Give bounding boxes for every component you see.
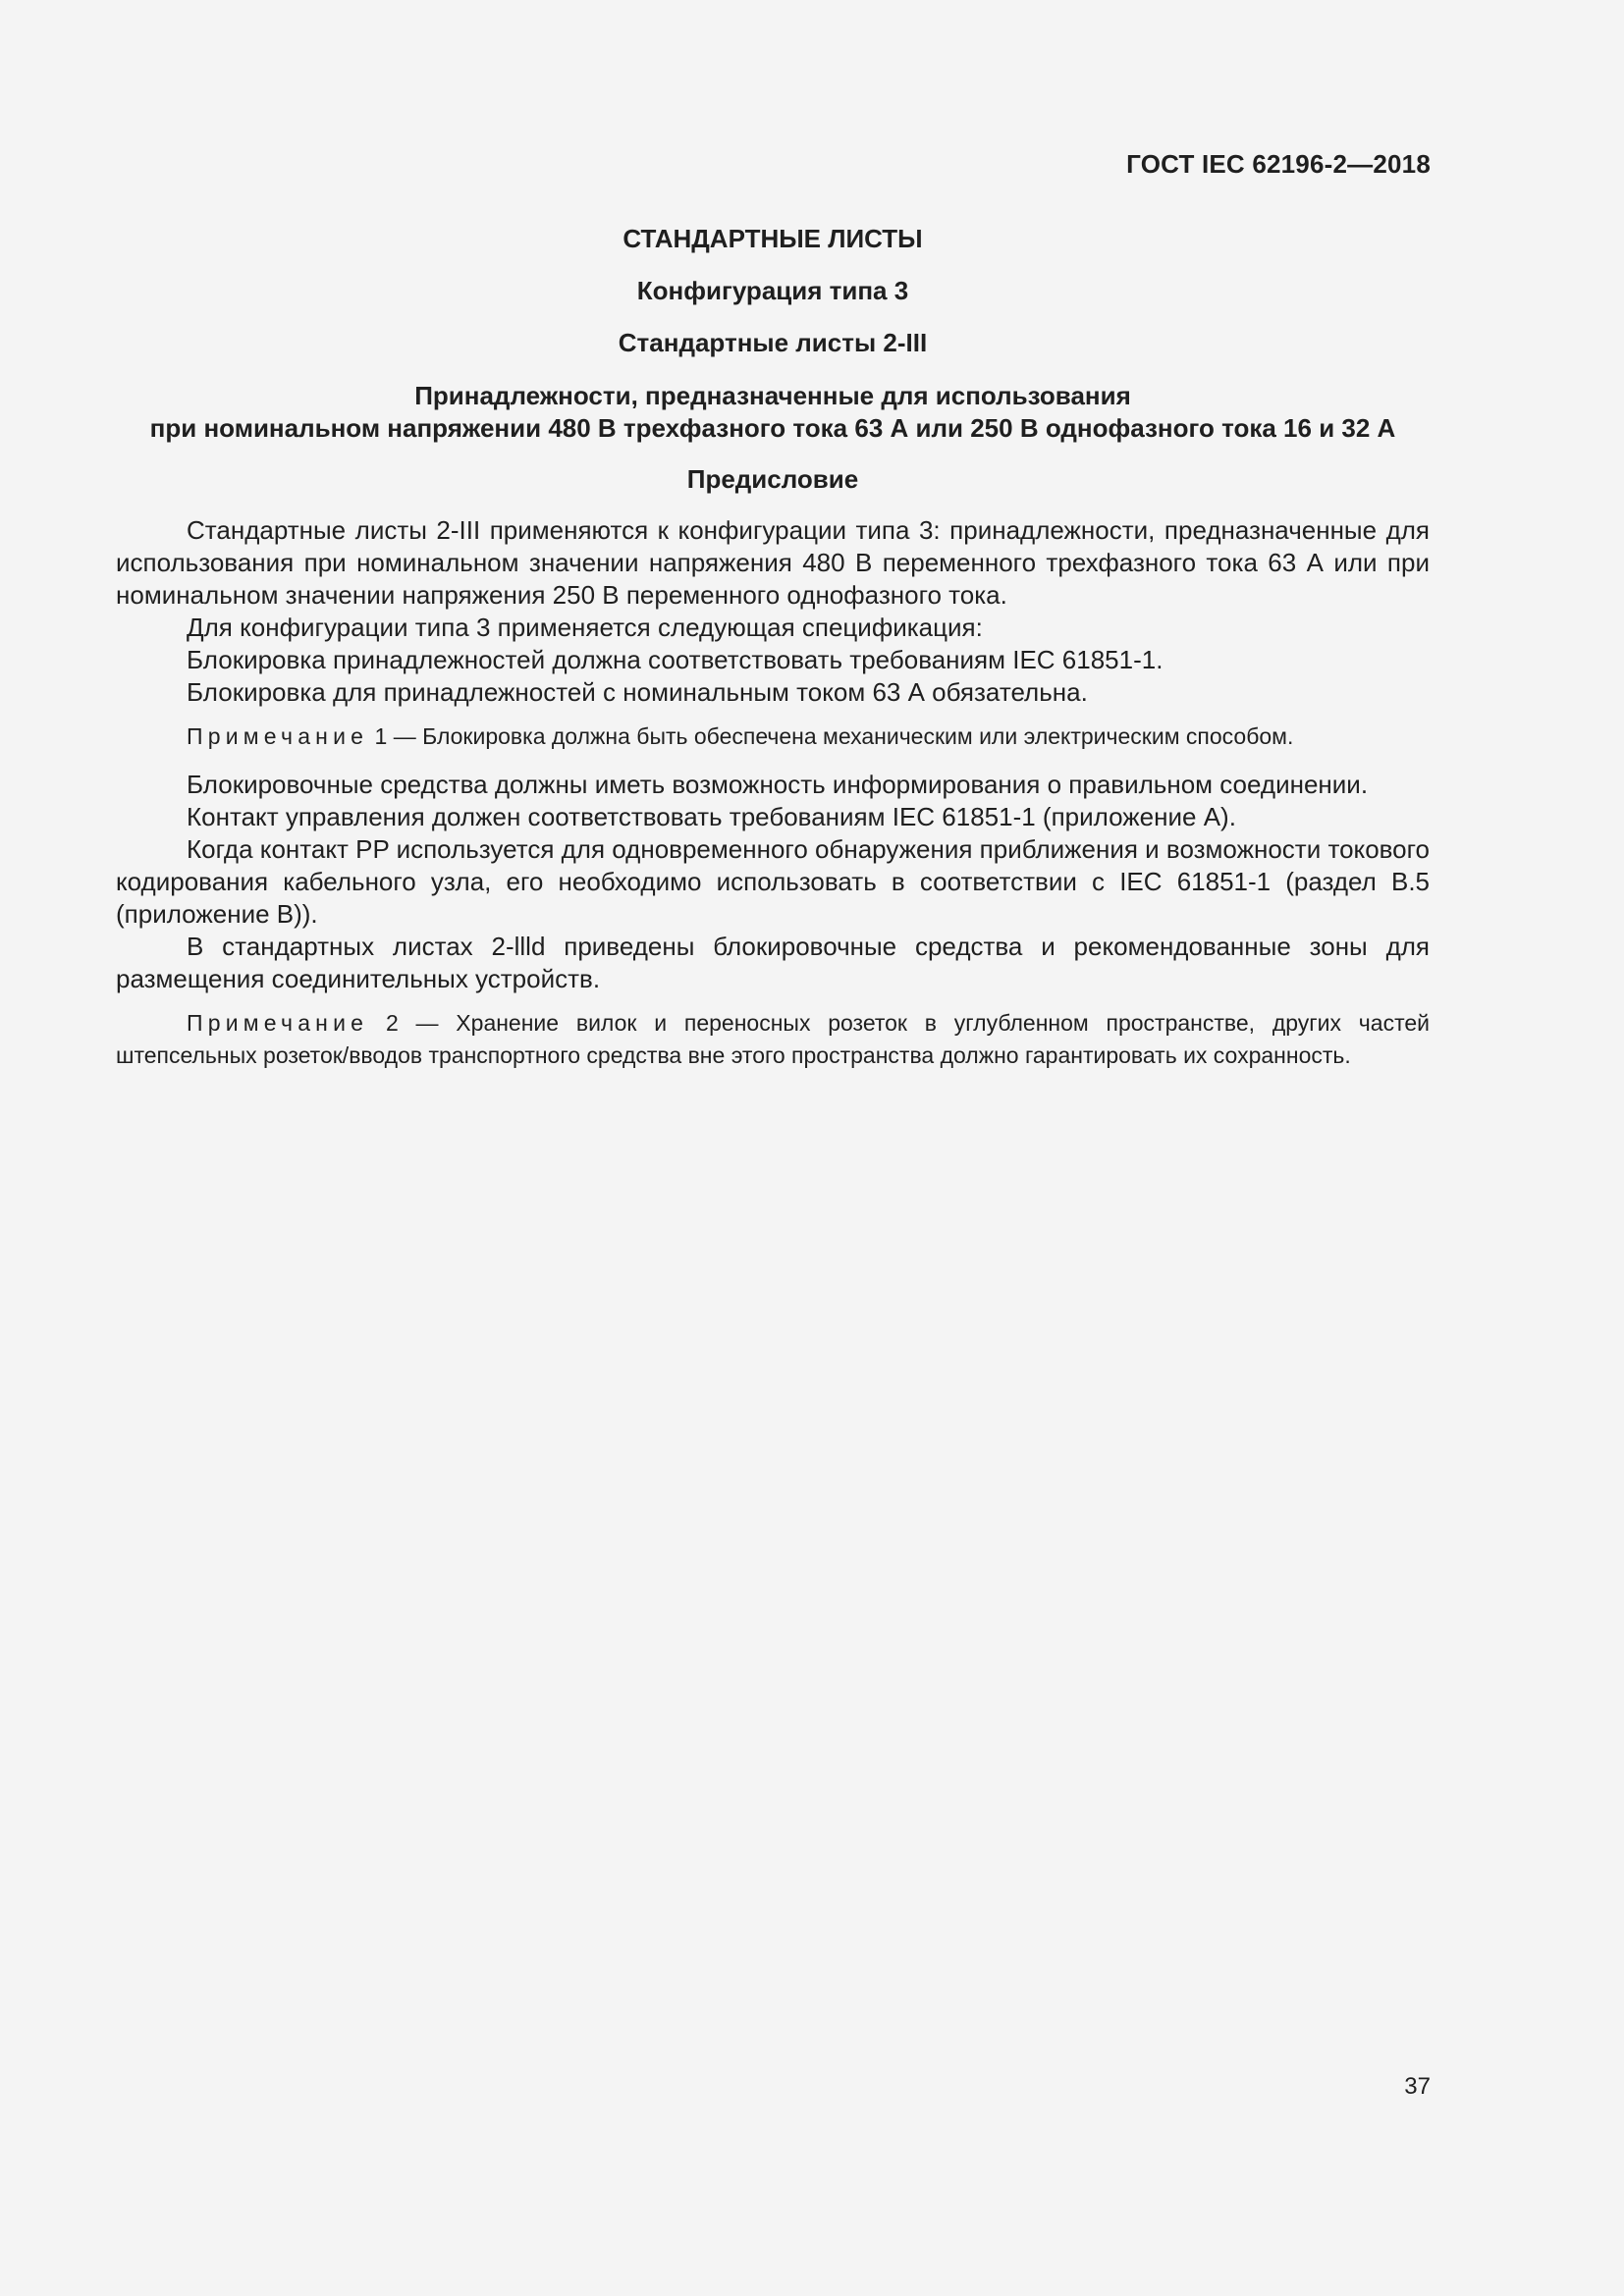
paragraph-control-contact: Контакт управления должен соответствовать требованиям IEC 61851-1 (приложение А). — [187, 802, 1236, 831]
page-content — [116, 224, 1430, 1088]
note-2-text: 2 — Хранение вилок и переносных розеток в углубленном пространстве, других частей штепсельных розеток/вводов транспортного средства вне этого пространства должно гарантировать их сохранность. — [116, 1010, 1431, 1068]
paragraph-locking-mandatory: Блокировка для принадлежностей с номинальным током 63 А обязательна. — [187, 677, 1088, 707]
note-1 — [116, 721, 1430, 753]
paragraph-pp-contact: Когда контакт PP используется для одновременного обнаружения приближения и возможности токового кодирования кабельного узла, его необходимо использовать в соответствии с IEC 61851-1 (раздел В.5 (приложение В)). — [116, 834, 1431, 929]
standard-sheets-heading: Стандартные листы 2-III — [618, 328, 928, 357]
section-title: СТАНДАРТНЫЕ ЛИСТЫ — [623, 224, 923, 253]
paragraph-locking-means: Блокировочные средства должны иметь возможность информирования о правильном соединении. — [187, 770, 1369, 799]
note-2 — [116, 1007, 1430, 1072]
accessories-heading-line-2: при номинальном напряжении 480 В трехфазного тока 63 А или 250 В однофазного тока 16 и 32 А — [149, 413, 1396, 443]
page-number: 37 — [1404, 2073, 1431, 2100]
accessories-heading — [116, 380, 1430, 445]
accessories-heading-line-1: Принадлежности, предназначенные для использования — [414, 381, 1131, 410]
configuration-heading: Конфигурация типа 3 — [636, 276, 909, 305]
paragraph-scope: Стандартные листы 2-III применяются к конфигурации типа 3: принадлежности, предназначенные для использования при номинальном значении напряжения 480 В переменного трехфазного тока 63 А или при номинальном значении напряжения 250 В переменного однофазного тока. — [116, 515, 1430, 610]
note-2-label: Примечание — [187, 1010, 369, 1036]
paragraph-sheets-2-llld: В стандартных листах 2-llld приведены блокировочные средства и рекомендованные зоны для размещения соединительных устройств. — [116, 932, 1430, 993]
note-1-text: 1 — Блокировка должна быть обеспечена механическим или электрическим способом. — [374, 723, 1294, 749]
note-1-label: Примечание — [187, 723, 369, 749]
paragraph-specification-intro: Для конфигурации типа 3 применяется следующая спецификация: — [187, 613, 983, 642]
foreword-heading: Предисловие — [686, 464, 859, 494]
paragraph-locking-requirement: Блокировка принадлежностей должна соответствовать требованиям IEC 61851-1. — [187, 645, 1164, 674]
document-code: ГОСТ IEC 62196-2—2018 — [1126, 149, 1431, 179]
